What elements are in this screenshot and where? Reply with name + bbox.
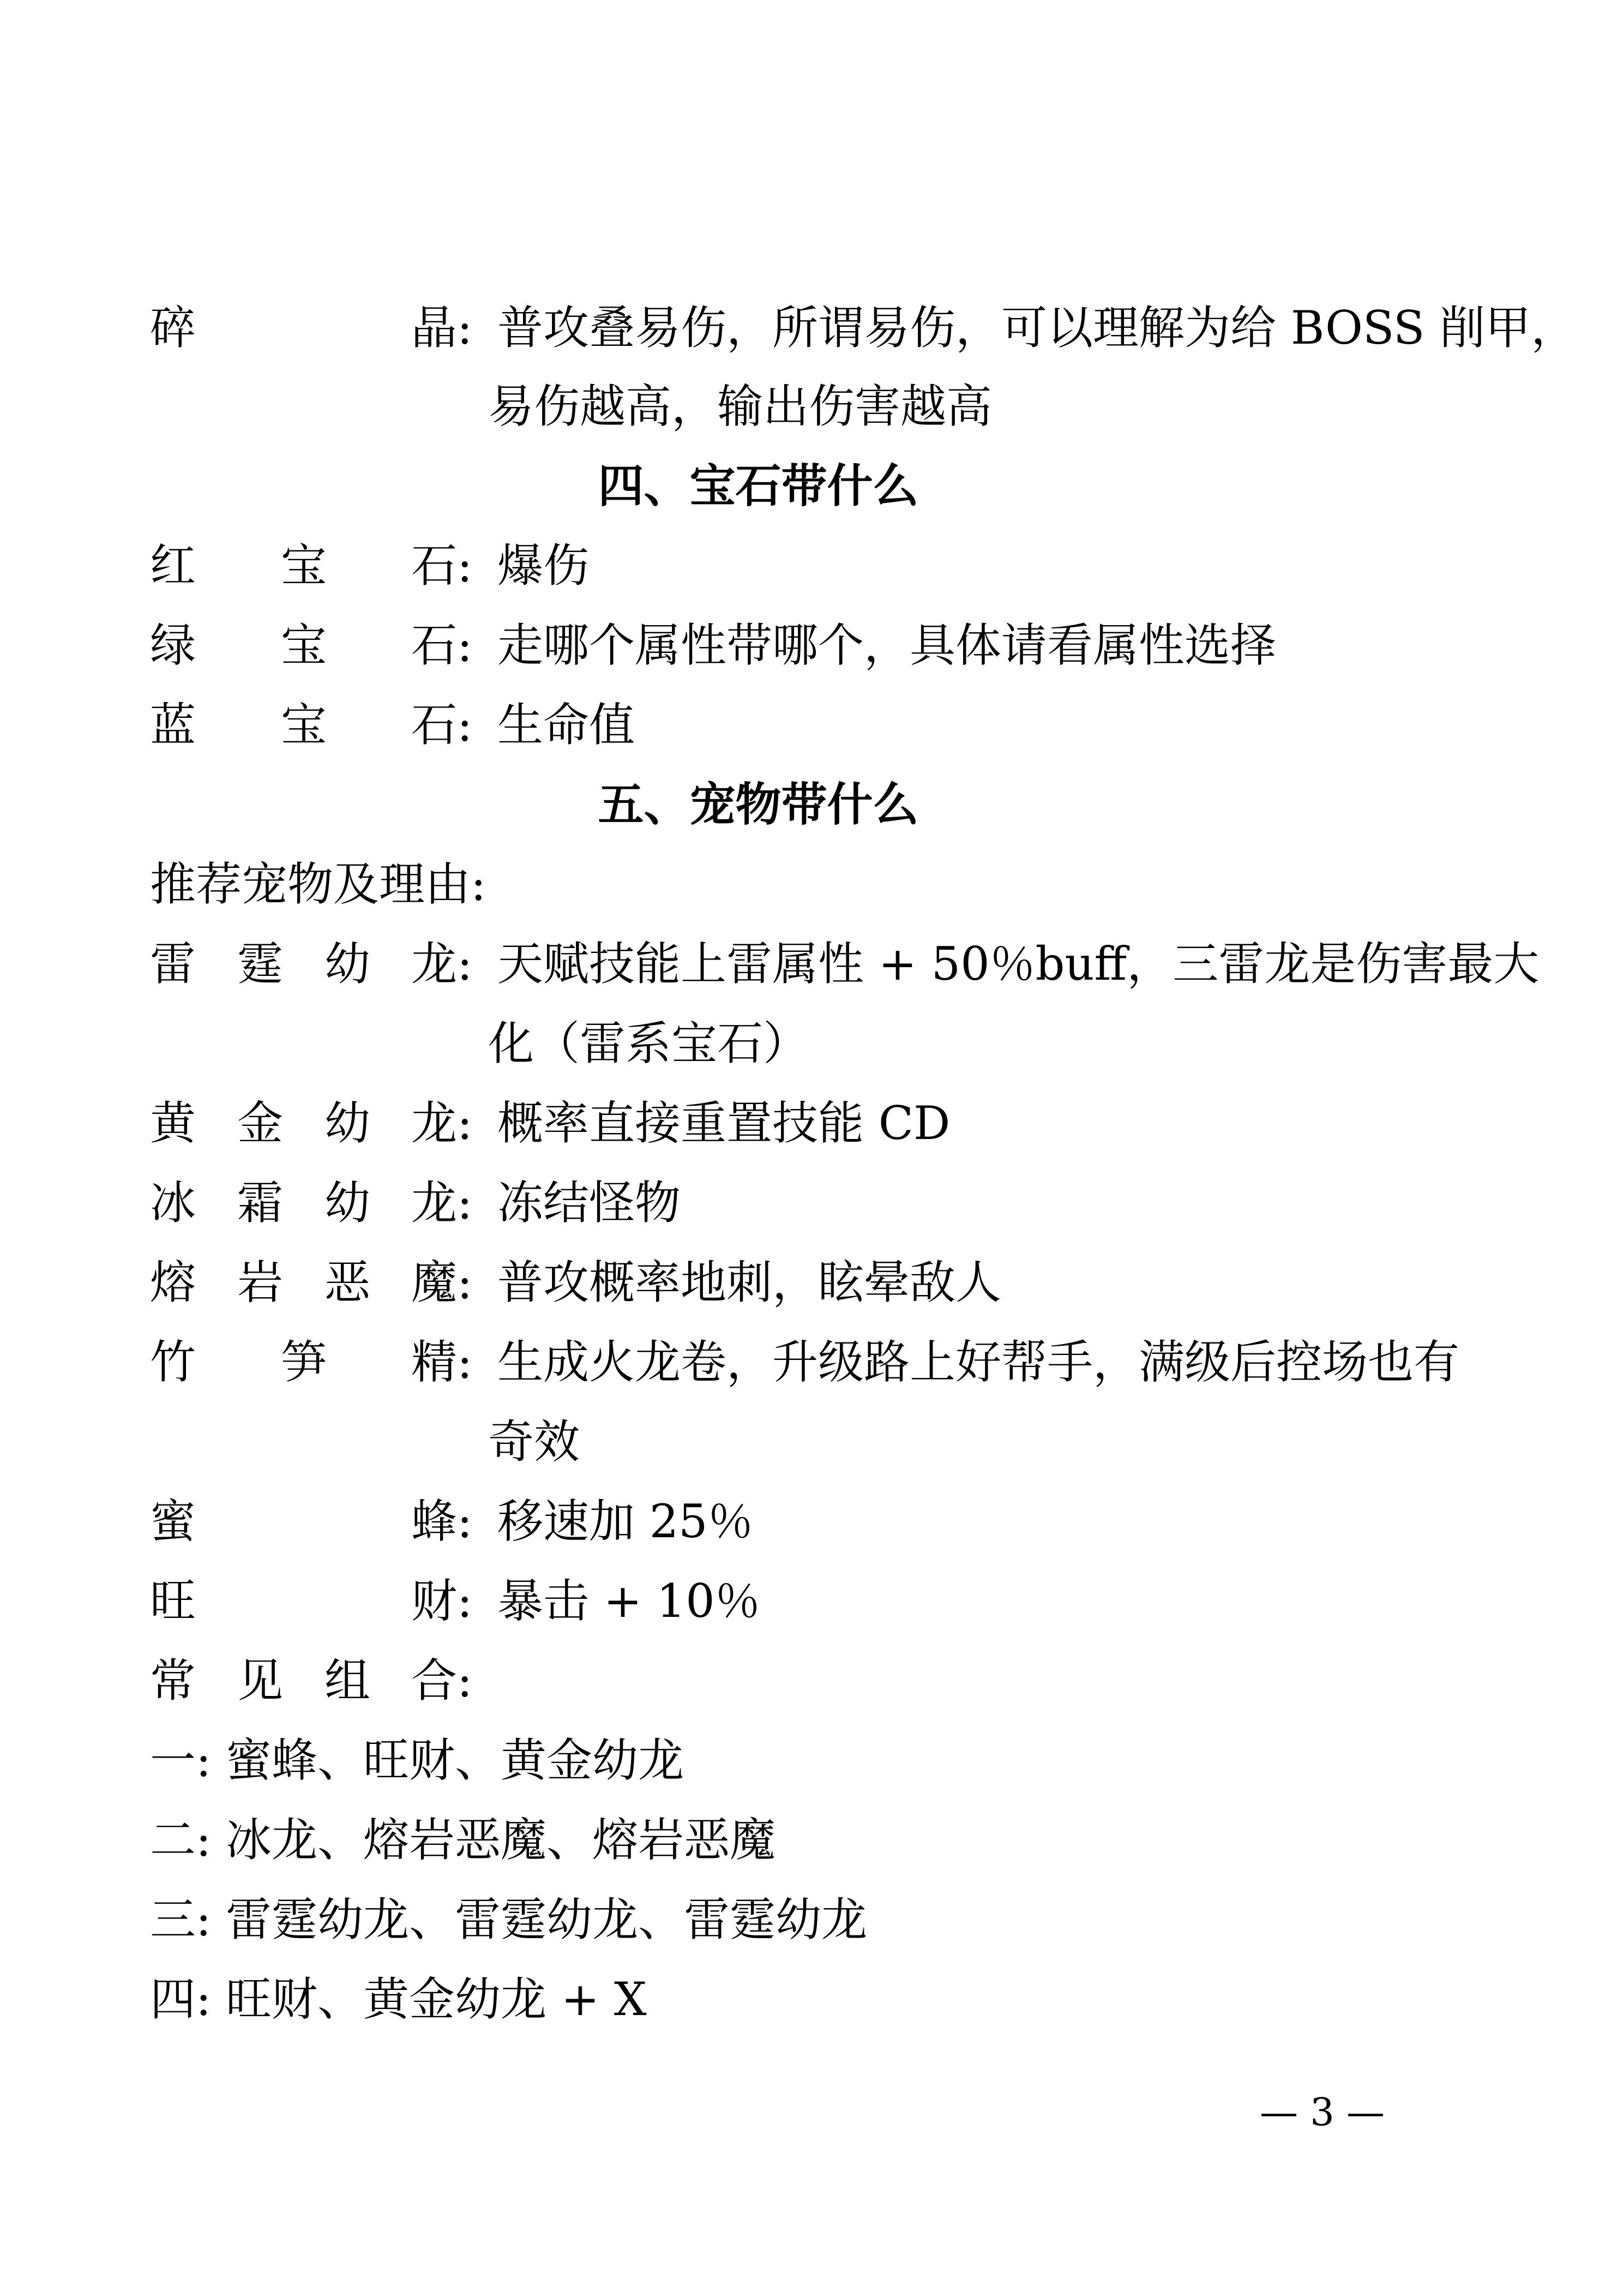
label-char: 金 — [237, 1096, 284, 1150]
label-char: 精: — [411, 1335, 473, 1389]
combo-item: 三: 雷霆幼龙、雷霆幼龙、雷霆幼龙 — [150, 1893, 868, 1946]
crystal-description-continued: 易伤越高，输出伤害越高 — [488, 380, 993, 433]
label-char: 雷 — [150, 937, 196, 991]
label-char: 龙: — [411, 1176, 473, 1230]
crystal-label — [150, 288, 486, 368]
label-char: 龙: — [411, 937, 473, 991]
label-char: 宝 — [281, 698, 327, 752]
pet-label — [150, 1083, 486, 1163]
pets-intro: 推荐宠物及理由: — [150, 858, 486, 911]
section-heading-pets: 五、宠物带什么 — [598, 778, 919, 831]
pet-description-continued: 化（雷系宝石） — [488, 1017, 809, 1070]
label-char: 幼 — [324, 937, 371, 991]
gem-description: 走哪个属性带哪个，具体请看属性选择 — [497, 619, 1277, 672]
label-char: 岩 — [237, 1256, 284, 1309]
pet-label — [150, 924, 486, 1004]
label-char: 蜂: — [411, 1495, 473, 1548]
gem-label — [150, 606, 486, 685]
pet-label — [150, 1482, 486, 1561]
label-char: 霆 — [237, 937, 284, 991]
crystal-description: 普攻叠易伤，所谓易伤，可以理解为给 BOSS 削甲， — [497, 301, 1577, 355]
pet-description: 天赋技能上雷属性 + 50％buff，三雷龙是伤害最大 — [497, 937, 1540, 991]
label-char: 财: — [411, 1574, 473, 1628]
gem-label — [150, 685, 486, 765]
pet-description-continued: 奇效 — [488, 1415, 580, 1468]
label-char: 竹 — [150, 1335, 196, 1389]
label-char: 蜜 — [150, 1495, 196, 1548]
gem-description: 生命值 — [497, 698, 635, 752]
label-char: 恶 — [324, 1256, 371, 1309]
label-char: 蓝 — [150, 698, 196, 752]
label-char: 晶: — [411, 301, 473, 355]
pet-label — [150, 1322, 486, 1402]
section-heading-gems: 四、宝石带什么 — [598, 459, 919, 513]
label-char: 合: — [411, 1654, 473, 1707]
pet-description: 生成火龙卷，升级路上好帮手，满级后控场也有 — [497, 1335, 1460, 1389]
label-char: 霜 — [237, 1176, 284, 1230]
label-char: 冰 — [150, 1176, 196, 1230]
pet-label — [150, 1561, 486, 1641]
label-char: 黄 — [150, 1096, 196, 1150]
pet-label — [150, 1243, 486, 1322]
pet-description: 冻结怪物 — [497, 1176, 681, 1230]
combo-item: 二: 冰龙、熔岩恶魔、熔岩恶魔 — [150, 1813, 776, 1867]
label-char: 组 — [324, 1654, 371, 1707]
label-char: 魔: — [411, 1256, 473, 1309]
combos-label — [150, 1641, 486, 1720]
combo-item: 一: 蜜蜂、旺财、黄金幼龙 — [150, 1734, 684, 1787]
label-char: 石: — [411, 619, 473, 672]
combo-item: 四: 旺财、黄金幼龙 + X — [150, 1973, 647, 2026]
label-char: 幼 — [324, 1176, 371, 1230]
label-char: 红 — [150, 539, 196, 592]
label-char: 宝 — [281, 619, 327, 672]
pet-label — [150, 1163, 486, 1243]
pet-description: 移速加 25％ — [497, 1495, 754, 1548]
label-char: 绿 — [150, 619, 196, 672]
label-char: 宝 — [281, 539, 327, 592]
pet-description: 概率直接重置技能 CD — [497, 1096, 951, 1150]
label-char: 石: — [411, 698, 473, 752]
pet-description: 普攻概率地刺，眩晕敌人 — [497, 1256, 1002, 1309]
page-number: — 3 — — [1260, 2090, 1385, 2135]
pet-description: 暴击 + 10％ — [497, 1574, 761, 1628]
label-char: 笋 — [281, 1335, 327, 1389]
gem-description: 爆伤 — [497, 539, 590, 592]
label-char: 石: — [411, 539, 473, 592]
label-char: 幼 — [324, 1096, 371, 1150]
gem-label — [150, 526, 486, 606]
label-char: 见 — [237, 1654, 284, 1707]
label-char: 碎 — [150, 301, 196, 355]
label-char: 旺 — [150, 1574, 196, 1628]
label-char: 常 — [150, 1654, 196, 1707]
label-char: 龙: — [411, 1096, 473, 1150]
label-char: 熔 — [150, 1256, 196, 1309]
